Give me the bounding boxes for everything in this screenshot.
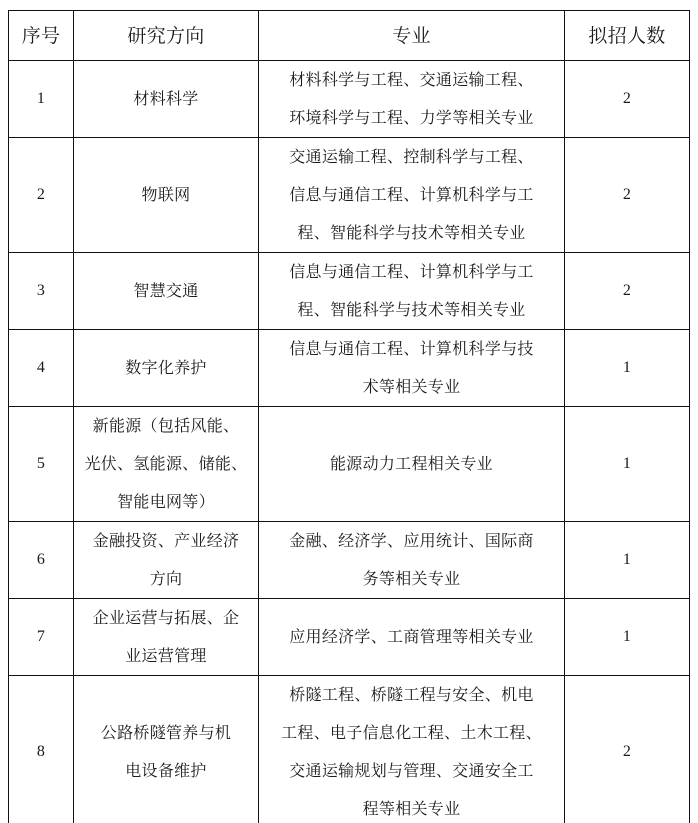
table-row xyxy=(9,676,690,823)
cell-planned-hires: 2 xyxy=(565,138,690,253)
research-direction-line: 数字化养护 xyxy=(125,358,207,377)
major-line: 环境科学与工程、力学等相关专业 xyxy=(289,108,534,127)
header-research-direction: 研究方向 xyxy=(74,11,259,61)
cell-planned-hires: 1 xyxy=(565,522,690,599)
header-row xyxy=(9,11,690,61)
major-line: 务等相关专业 xyxy=(362,569,461,588)
table-row xyxy=(9,253,690,330)
cell-research-direction xyxy=(74,253,259,330)
research-direction-line: 电设备维护 xyxy=(125,761,207,780)
cell-serial-number: 5 xyxy=(9,407,74,522)
research-direction-line: 物联网 xyxy=(141,185,191,204)
cell-major xyxy=(259,407,565,522)
major-line: 桥隧工程、桥隧工程与安全、机电 xyxy=(289,685,534,704)
cell-serial-number: 1 xyxy=(9,61,74,138)
cell-research-direction xyxy=(74,599,259,676)
research-direction-line: 新能源（包括风能、 xyxy=(92,416,240,435)
major-line: 程、智能科学与技术等相关专业 xyxy=(297,223,526,242)
cell-research-direction xyxy=(74,138,259,253)
cell-research-direction xyxy=(74,676,259,823)
cell-planned-hires: 1 xyxy=(565,407,690,522)
major-line: 交通运输工程、控制科学与工程、 xyxy=(289,147,534,166)
major-line: 信息与通信工程、计算机科学与工 xyxy=(289,262,534,281)
major-line: 金融、经济学、应用统计、国际商 xyxy=(289,531,534,550)
header-planned-hires: 拟招人数 xyxy=(565,11,690,61)
cell-research-direction xyxy=(74,330,259,407)
research-direction-line: 方向 xyxy=(149,569,183,588)
research-direction-line: 业运营管理 xyxy=(125,646,207,665)
header-major: 专业 xyxy=(259,11,565,61)
table-row xyxy=(9,407,690,522)
cell-planned-hires: 1 xyxy=(565,330,690,407)
research-direction-line: 金融投资、产业经济 xyxy=(92,531,240,550)
cell-research-direction xyxy=(74,407,259,522)
major-line: 程、智能科学与技术等相关专业 xyxy=(297,300,526,319)
research-direction-line: 智能电网等） xyxy=(117,492,215,511)
cell-major xyxy=(259,61,565,138)
cell-serial-number: 8 xyxy=(9,676,74,823)
cell-serial-number: 6 xyxy=(9,522,74,599)
cell-planned-hires: 2 xyxy=(565,676,690,823)
table-row xyxy=(9,599,690,676)
cell-planned-hires: 2 xyxy=(565,61,690,138)
research-direction-line: 企业运营与拓展、企 xyxy=(92,608,240,627)
table-row xyxy=(9,522,690,599)
header-serial-number: 序号 xyxy=(9,11,74,61)
major-line: 交通运输规划与管理、交通安全工 xyxy=(289,761,534,780)
major-line: 工程、电子信息化工程、土木工程、 xyxy=(281,723,542,742)
research-direction-line: 光伏、氢能源、储能、 xyxy=(84,454,248,473)
major-line: 信息与通信工程、计算机科学与工 xyxy=(289,185,534,204)
cell-serial-number: 2 xyxy=(9,138,74,253)
recruitment-table xyxy=(8,10,690,823)
cell-major xyxy=(259,522,565,599)
cell-planned-hires: 1 xyxy=(565,599,690,676)
table-body xyxy=(9,61,690,823)
research-direction-line: 材料科学 xyxy=(133,89,199,108)
table-row xyxy=(9,138,690,253)
major-line: 应用经济学、工商管理等相关专业 xyxy=(289,627,534,646)
major-line: 材料科学与工程、交通运输工程、 xyxy=(289,70,534,89)
cell-research-direction xyxy=(74,61,259,138)
cell-serial-number: 3 xyxy=(9,253,74,330)
cell-serial-number: 7 xyxy=(9,599,74,676)
research-direction-line: 公路桥隧管养与机 xyxy=(100,723,232,742)
research-direction-line: 智慧交通 xyxy=(133,281,199,300)
cell-serial-number: 4 xyxy=(9,330,74,407)
cell-major xyxy=(259,330,565,407)
cell-major xyxy=(259,253,565,330)
major-line: 能源动力工程相关专业 xyxy=(329,454,493,473)
cell-major xyxy=(259,138,565,253)
major-line: 程等相关专业 xyxy=(362,799,461,818)
table-row xyxy=(9,61,690,138)
cell-major xyxy=(259,676,565,823)
cell-research-direction xyxy=(74,522,259,599)
major-line: 术等相关专业 xyxy=(362,377,461,396)
major-line: 信息与通信工程、计算机科学与技 xyxy=(289,339,534,358)
cell-major xyxy=(259,599,565,676)
cell-planned-hires: 2 xyxy=(565,253,690,330)
table-row xyxy=(9,330,690,407)
